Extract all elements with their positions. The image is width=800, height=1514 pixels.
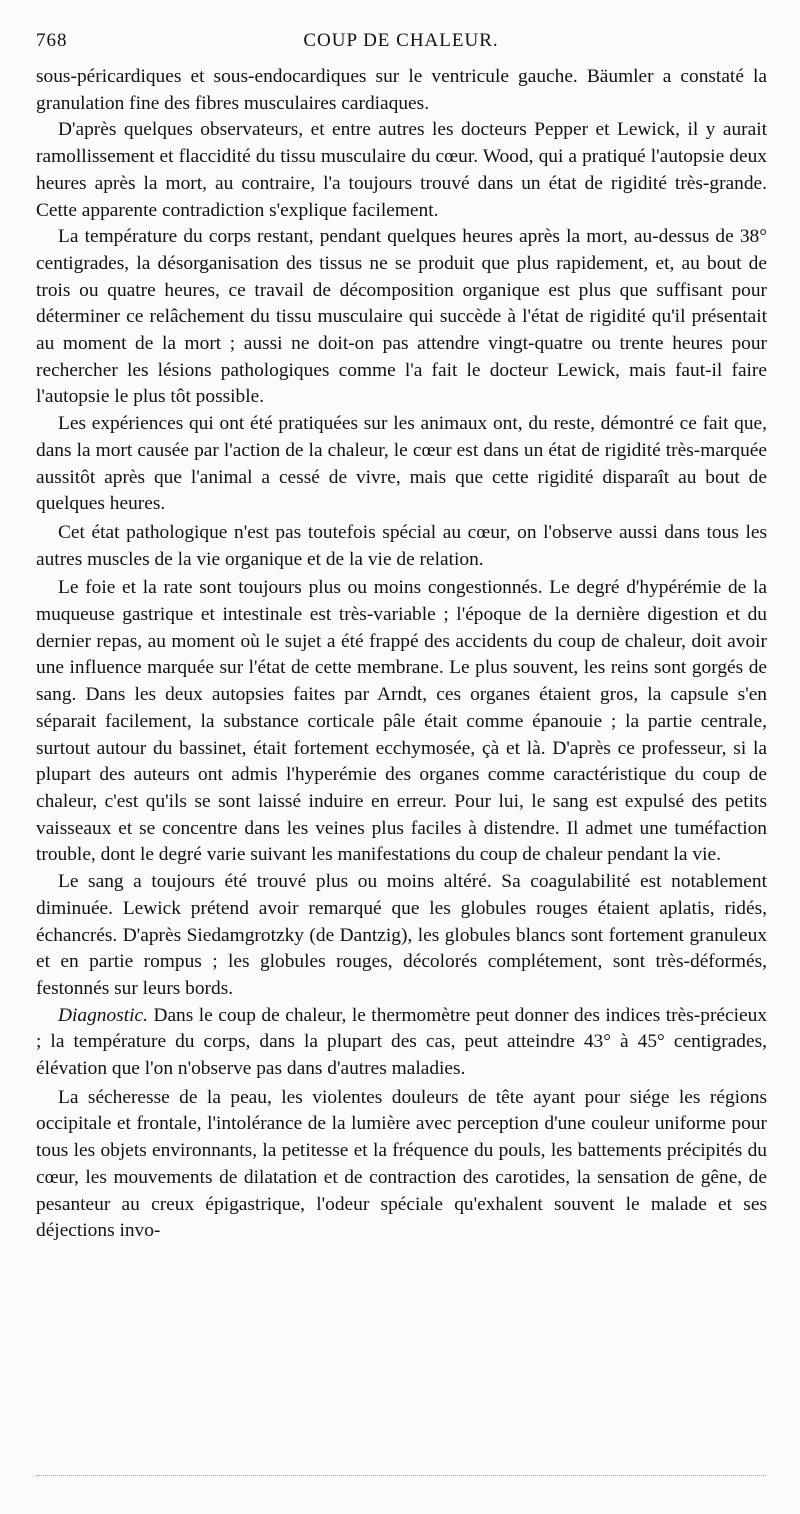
diagnostic-text: Dans le coup de chaleur, le thermomètre peut donner des indices très-précieux ; la température du corps, dans la plupart des cas, peut atteindre 43° à 45° centigrades, élévation que l'on n'observe pas dans d'autres maladies. (36, 1004, 767, 1080)
page-header (36, 30, 766, 58)
paragraph-blood: Le sang a toujours été trouvé plus ou moins altéré. Sa coagulabilité est notablement diminuée. Lewick prétend avoir remarqué que les globules rouges étaient aplatis, ridés, échancrés. D'après Siedamgrotzky (de Dantzig), les globules blancs sont fortement granuleux et en partie rompus ; les globules rouges, décolorés complétement, sont très-déformés, festonnés sur leurs bords. (36, 871, 767, 999)
running-title: COUP DE CHALEUR. (303, 30, 499, 51)
paragraph-organs: Le foie et la rate sont toujours plus ou moins congestionnés. Le degré d'hypérémie de la muqueuse gastrique et intestinale est très-variable ; l'époque de la dernière digestion et du dernier repas, au moment où le sujet a été frappé des accidents du coup de chaleur, doit avoir une influence marquée sur l'état de cette membrane. Le plus souvent, les reins sont gorgés de sang. Dans les deux autopsies faites par Arndt, ces organes étaient gros, la capsule s'en séparait facilement, la substance corticale pâle était comme épanouie ; la partie centrale, surtout autour du bassinet, était fortement ecchymosée, çà et là. D'après ce professeur, si la plupart des auteurs ont admis l'hyperémie des organes comme caractéristique du coup de chaleur, c'est qu'ils se sont laissé induire en erreur. Pour lui, le sang est expulsé des petits vaisseaux et se concentre dans les veines plus faciles à distendre. Il admet une tuméfaction trouble, dont le degré varie suivant les manifestations du coup de chaleur pendant la vie. (36, 577, 767, 866)
paragraph-animal-experiments: Les expériences qui ont été pratiquées sur les animaux ont, du reste, démontré ce fait que, dans la mort causée par l'action de la chaleur, le cœur est dans un état de rigidité très-marquée aussitôt après que l'animal a cessé de vivre, mais que cette rigidité disparaît au bout de quelques heures. (36, 413, 767, 515)
diagnostic-heading: Diagnostic. (58, 1004, 148, 1026)
paragraph-body-temperature: La température du corps restant, pendant quelques heures après la mort, au-dessus de 38° centigrades, la désorganisation des tissus ne se produit que plus rapidement, et, au bout de trois ou quatre heures, ce travail de décomposition organique est plus que suffisant pour déterminer ce relâchement du tissu musculaire qui succède à l'état de rigidité qu'il présentait au moment de la mort ; aussi ne doit-on pas attendre vingt-quatre ou trente heures pour rechercher les lésions pathologiques comme l'a fait le docteur Lewick, mais faut-il faire l'autopsie le plus tôt possible. (36, 226, 767, 408)
paragraph-diagnostic (36, 1003, 767, 1083)
page-number: 768 (36, 30, 68, 51)
paragraph-symptoms: La sécheresse de la peau, les violentes douleurs de tête ayant pour siége les régions occipitale et frontale, l'intolérance de la lumière avec perception d'une couleur uniforme pour tous les objets environnants, la petitesse et la fréquence du pouls, les battements précipités du cœur, les mouvements de dilatation et de contraction des carotides, la sensation de gêne, de pesanteur au creux épigastrique, l'odeur spéciale qu'exhalent souvent le malade et ses déjections invo- (36, 1086, 767, 1242)
paragraph-heart-softening: D'après quelques observateurs, et entre autres les docteurs Pepper et Lewick, il y aurait ramollissement et flaccidité du tissu musculaire du cœur. Wood, qui a pratiqué l'autopsie deux heures après la mort, au contraire, l'a toujours trouvé dans un état de rigidité très-grande. Cette apparente contradiction s'explique facilement. (36, 119, 767, 221)
body-text (36, 64, 767, 1245)
paragraph-other-muscles: Cet état pathologique n'est pas toutefois spécial au cœur, on l'observe aussi dans tous les autres muscles de la vie organique et de la vie de relation. (36, 521, 767, 570)
paragraph-continuation: sous-péricardiques et sous-endocardiques sur le ventricule gauche. Bäumler a constaté la granulation fine des fibres musculaires cardiaques. (36, 66, 767, 114)
footer-rule (36, 1475, 766, 1476)
